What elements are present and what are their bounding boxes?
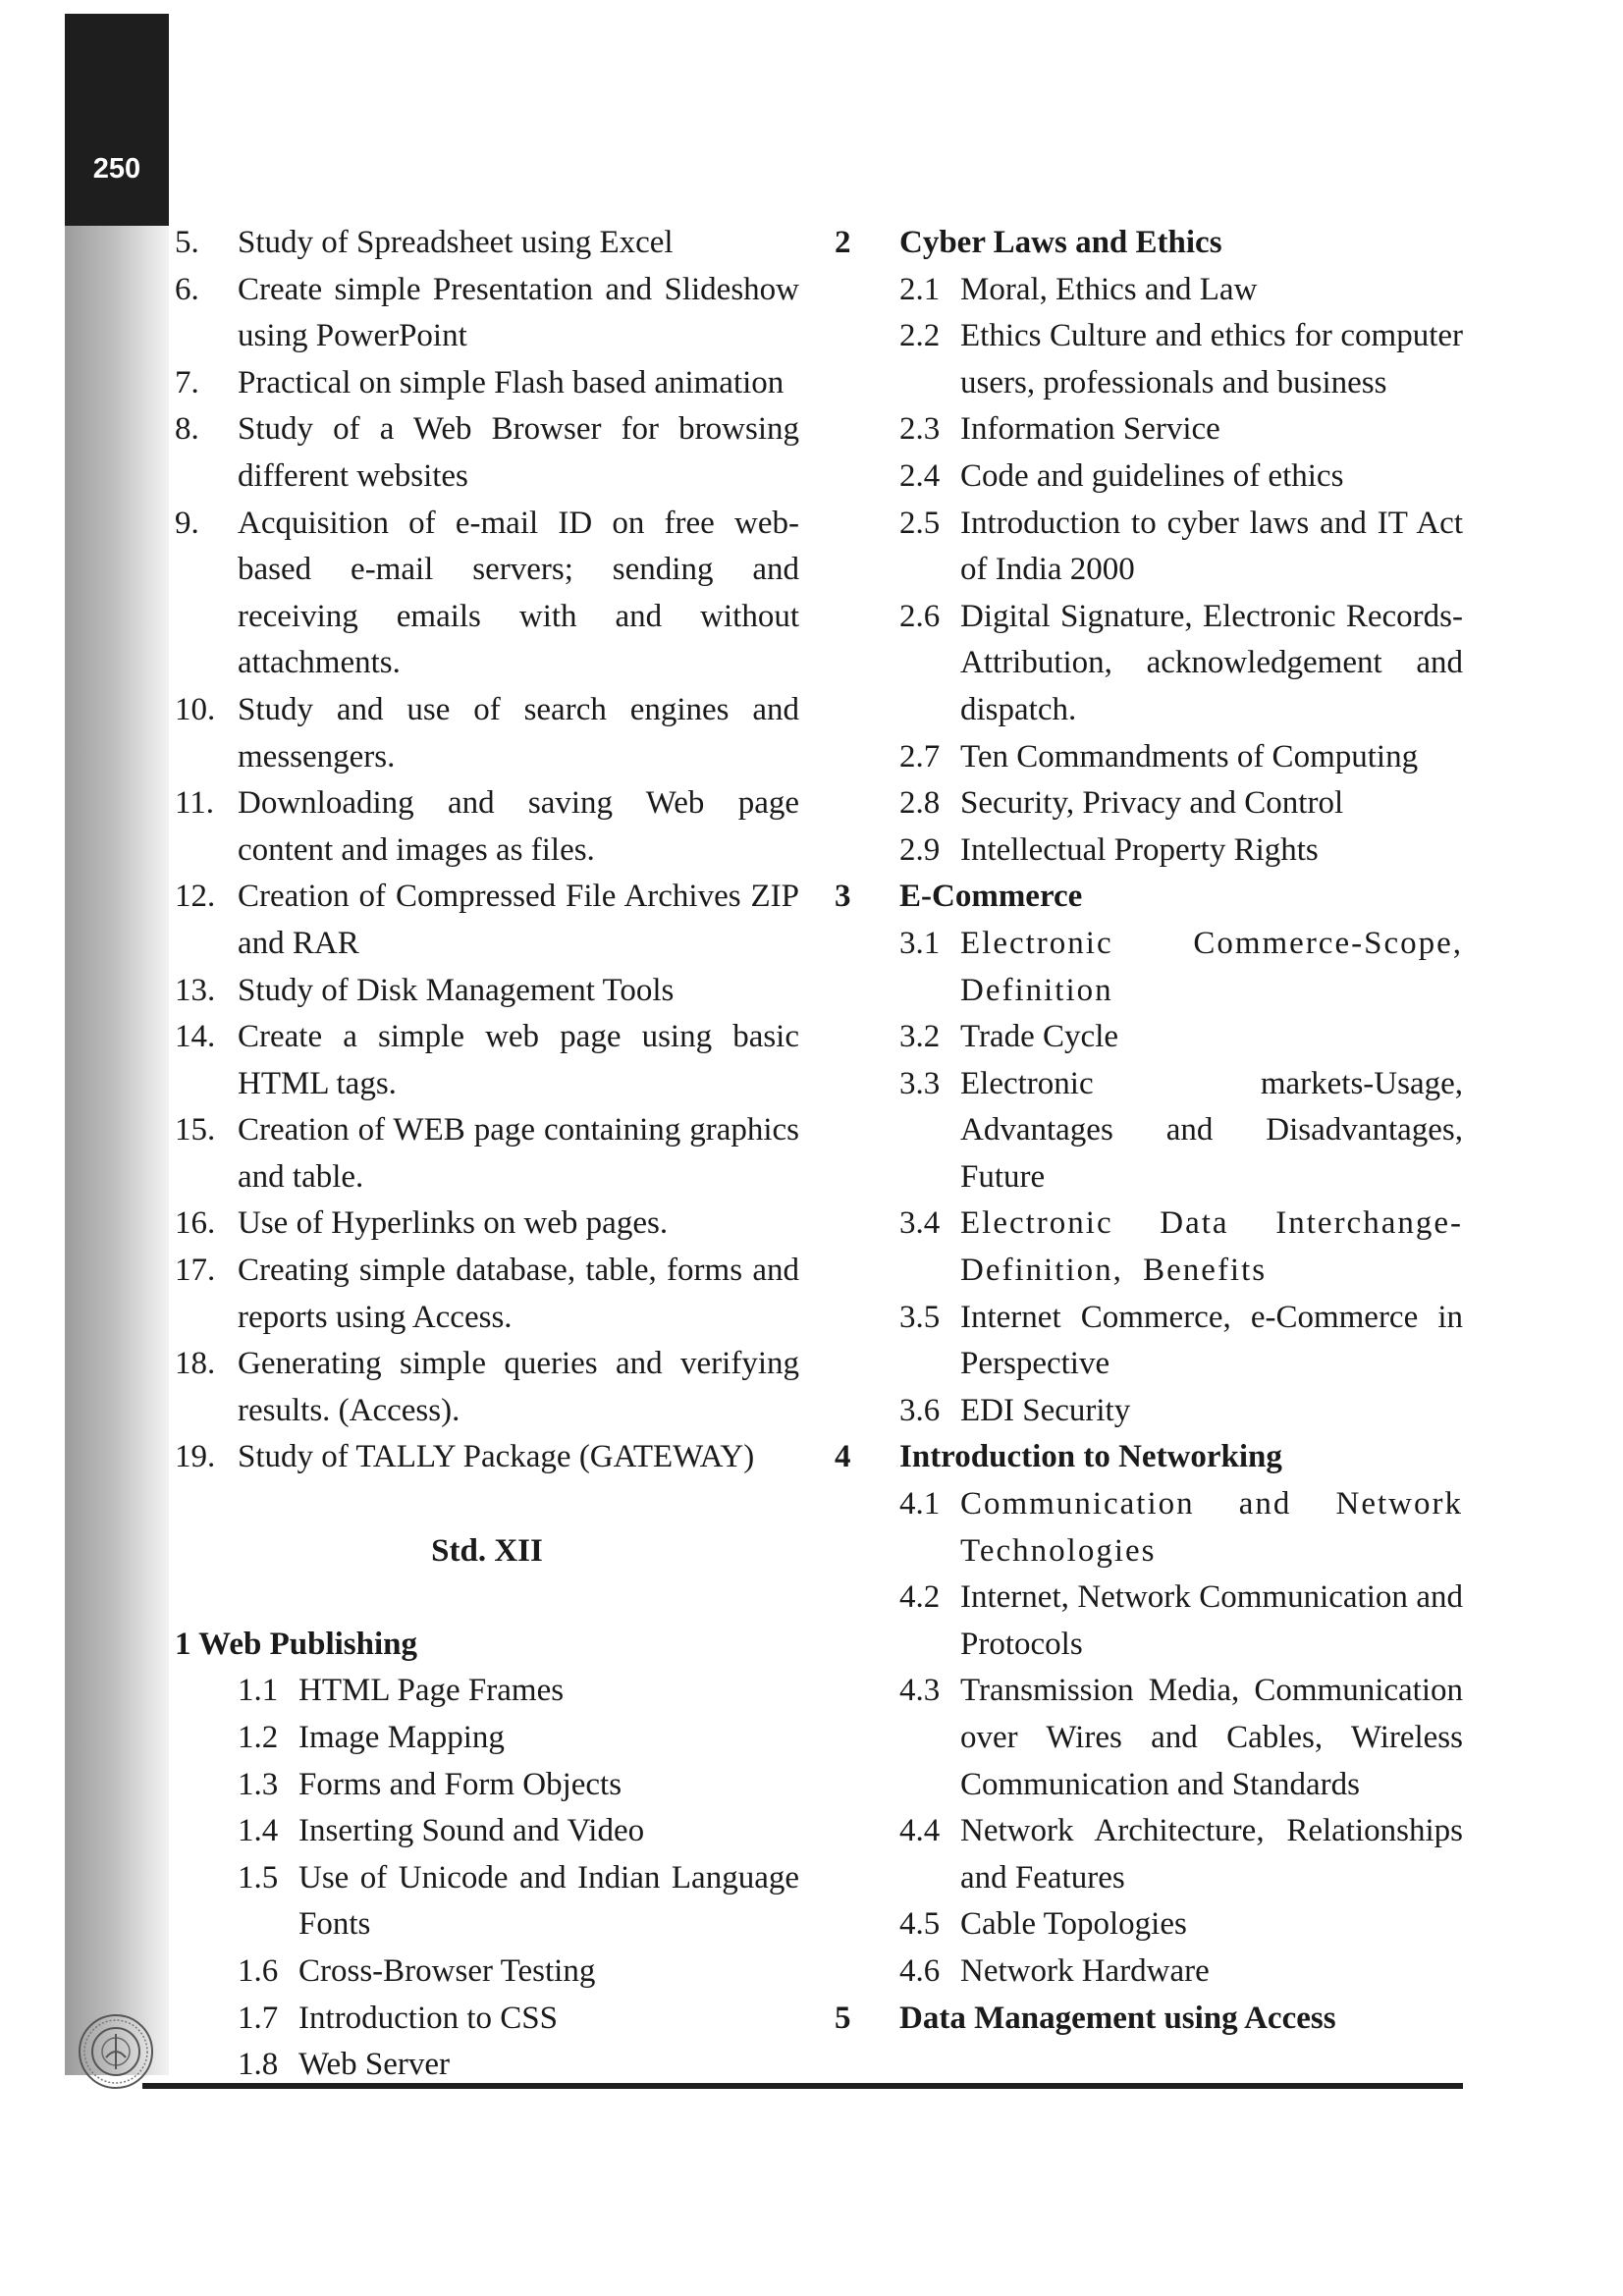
item-number: 1.8	[238, 2047, 279, 2083]
list-item	[238, 1996, 799, 2043]
item-number: 14.	[175, 1019, 216, 1055]
item-text: Image Mapping	[298, 1720, 505, 1755]
item-number: 3.1	[899, 925, 941, 961]
item-text: Trade Cycle	[960, 1019, 1119, 1055]
item-number: 3.5	[899, 1299, 941, 1335]
list-item	[835, 501, 1463, 594]
item-text: Study and use of search engines and messengers.	[238, 691, 799, 774]
item-text: Creation of Compressed File Archives ZIP and RAR	[238, 879, 799, 961]
item-number: 12.	[175, 879, 216, 915]
list-item	[835, 594, 1463, 734]
list-item	[175, 968, 799, 1015]
item-number: 19.	[175, 1439, 216, 1475]
left-column	[175, 220, 799, 2089]
item-number: 1.1	[238, 1673, 279, 1709]
item-text: Communication and Network Technologies	[960, 1486, 1463, 1569]
item-number: 4.4	[899, 1813, 941, 1849]
item-number: 2.1	[899, 271, 941, 307]
list-item	[175, 874, 799, 967]
list-item	[175, 1341, 799, 1434]
item-text: Generating simple queries and verifying results. (Access).	[238, 1346, 799, 1428]
item-text: Use of Unicode and Indian Language Fonts	[298, 1859, 799, 1943]
item-number: 3	[835, 879, 851, 915]
list-item	[835, 1388, 1463, 1435]
item-text: Transmission Media, Communication over Wires and Cables, Wireless Communication and Standards	[960, 1673, 1463, 1802]
bottom-rule	[142, 2083, 1463, 2089]
item-text: Code and guidelines of ethics	[960, 457, 1344, 494]
item-text: HTML Page Frames	[298, 1673, 565, 1709]
item-number: 1.5	[238, 1859, 279, 1896]
syllabus-sections	[835, 220, 1463, 2042]
item-text: Introduction to Networking	[899, 1439, 1282, 1475]
item-number: 8.	[175, 411, 199, 448]
item-number: 18.	[175, 1346, 216, 1382]
item-text: Information Service	[960, 411, 1220, 448]
list-item	[835, 1668, 1463, 1808]
item-number: 2.5	[899, 505, 941, 541]
list-item	[175, 267, 799, 360]
practical-list	[175, 220, 799, 1481]
list-item	[238, 1715, 799, 1762]
item-number: 4.5	[899, 1906, 941, 1943]
item-text: Create simple Presentation and Slideshow using PowerPoint	[238, 271, 799, 354]
item-text: Inserting Sound and Video	[298, 1813, 645, 1849]
item-text: Electronic markets-Usage, Advantages and Disadvantages, Future	[960, 1065, 1463, 1195]
list-item	[835, 1295, 1463, 1388]
list-item	[175, 1434, 799, 1481]
list-item	[175, 501, 799, 687]
page-number-tab	[65, 14, 169, 226]
item-number: 2.6	[899, 598, 941, 634]
list-item	[835, 1201, 1463, 1294]
page-sidebar-strip	[65, 225, 169, 2075]
item-number: 5	[835, 2000, 851, 2036]
item-text: Electronic Data Interchange-Definition, Benefits	[960, 1205, 1463, 1289]
item-number: 3.4	[899, 1205, 941, 1242]
std-heading: Std. XII	[431, 1532, 543, 1569]
web-publishing-title: 1 Web Publishing	[175, 1626, 418, 1662]
item-number: 1.3	[238, 1766, 279, 1802]
item-number: 17.	[175, 1253, 216, 1289]
item-text: Cyber Laws and Ethics	[899, 225, 1222, 260]
list-item	[835, 1949, 1463, 1996]
item-number: 1.2	[238, 1720, 279, 1755]
item-text: Ethics Culture and ethics for computer users, professionals and business	[960, 318, 1463, 400]
list-item	[835, 734, 1463, 781]
list-item	[835, 1481, 1463, 1575]
item-number: 6.	[175, 271, 199, 307]
page-number: 250	[92, 153, 141, 185]
item-text: Downloading and saving Web page content and images as files.	[238, 785, 799, 868]
item-text: Digital Signature, Electronic Records-Attribution, acknowledgement and dispatch.	[960, 598, 1463, 727]
item-number: 4.1	[899, 1486, 941, 1522]
item-number: 1.4	[238, 1813, 279, 1849]
item-number: 2.7	[899, 738, 941, 774]
item-text: EDI Security	[960, 1392, 1131, 1428]
item-text: Study of a Web Browser for browsing different websites	[238, 411, 799, 494]
item-number: 3.2	[899, 1019, 941, 1055]
list-item	[175, 1107, 799, 1201]
list-item	[835, 780, 1463, 828]
list-item	[175, 687, 799, 780]
list-item	[175, 1248, 799, 1341]
item-number: 1.7	[238, 2000, 279, 2036]
item-number: 4.2	[899, 1579, 941, 1616]
list-item	[835, 1575, 1463, 1668]
web-publishing-list	[175, 1668, 799, 2088]
item-number: 4.3	[899, 1673, 941, 1709]
section-heading	[835, 874, 1463, 921]
section-heading	[835, 1996, 1463, 2043]
item-text: Study of Spreadsheet using Excel	[238, 225, 674, 260]
right-column	[835, 220, 1463, 2042]
item-number: 11.	[175, 785, 215, 822]
list-item	[238, 2042, 799, 2089]
list-item	[835, 406, 1463, 454]
list-item	[835, 313, 1463, 406]
list-item	[175, 360, 799, 407]
item-number: 9.	[175, 505, 199, 541]
item-number: 4	[835, 1439, 851, 1475]
item-number: 5.	[175, 225, 199, 260]
list-item	[175, 220, 799, 267]
item-number: 3.6	[899, 1392, 941, 1428]
item-text: Moral, Ethics and Law	[960, 271, 1258, 307]
item-number: 16.	[175, 1205, 216, 1242]
list-item	[238, 1668, 799, 1715]
item-number: 2.9	[899, 831, 941, 868]
item-text: Network Hardware	[960, 1952, 1210, 1989]
item-number: 7.	[175, 364, 199, 400]
emblem-seal-icon	[77, 2012, 155, 2091]
item-number: 2.3	[899, 411, 941, 448]
item-text: Network Architecture, Relationships and Features	[960, 1813, 1463, 1896]
list-item	[835, 267, 1463, 314]
section-heading	[835, 1434, 1463, 1481]
list-item	[835, 1808, 1463, 1901]
item-text: Security, Privacy and Control	[960, 785, 1344, 822]
item-text: Electronic Commerce-Scope, Definition	[960, 925, 1463, 1008]
list-item	[238, 1949, 799, 1996]
item-number: 4.6	[899, 1952, 941, 1989]
item-number: 13.	[175, 972, 216, 1008]
item-number: 2.2	[899, 318, 941, 354]
item-text: Web Server	[298, 2047, 451, 2083]
item-number: 1.6	[238, 1952, 279, 1989]
item-text: Create a simple web page using basic HTML tags.	[238, 1019, 799, 1101]
list-item	[175, 406, 799, 500]
item-text: Study of TALLY Package (GATEWAY)	[238, 1439, 755, 1475]
section-heading	[835, 220, 1463, 267]
item-text: Cross-Browser Testing	[298, 1952, 596, 1989]
item-number: 2.8	[899, 785, 941, 822]
item-text: Creating simple database, table, forms and reports using Access.	[238, 1253, 799, 1335]
item-text: Acquisition of e-mail ID on free web-based e-mail servers; sending and receiving emails with and without attachments.	[238, 505, 799, 681]
item-text: Use of Hyperlinks on web pages.	[238, 1205, 669, 1242]
item-text: Creation of WEB page containing graphics and table.	[238, 1112, 799, 1195]
list-item	[175, 1014, 799, 1107]
item-text: Internet, Network Communication and Protocols	[960, 1579, 1463, 1662]
list-item	[238, 1808, 799, 1855]
item-text: Cable Topologies	[960, 1906, 1187, 1943]
list-item	[835, 1014, 1463, 1061]
list-item	[835, 828, 1463, 875]
list-item	[835, 454, 1463, 501]
item-number: 2	[835, 225, 851, 260]
item-text: Study of Disk Management Tools	[238, 972, 675, 1008]
list-item	[175, 1201, 799, 1248]
item-number: 10.	[175, 691, 216, 727]
item-text: Introduction to cyber laws and IT Act of India 2000	[960, 505, 1463, 588]
item-text: Ten Commandments of Computing	[960, 738, 1419, 774]
list-item	[175, 780, 799, 874]
item-text: Data Management using Access	[899, 2000, 1336, 2036]
item-text: Forms and Form Objects	[298, 1766, 622, 1802]
list-item	[835, 1901, 1463, 1949]
item-text: Internet Commerce, e-Commerce in Perspective	[960, 1299, 1463, 1382]
item-number: 2.4	[899, 457, 941, 494]
list-item	[835, 1061, 1463, 1201]
item-text: Intellectual Property Rights	[960, 831, 1319, 868]
item-number: 3.3	[899, 1065, 941, 1101]
item-text: E-Commerce	[899, 879, 1083, 915]
list-item	[238, 1855, 799, 1949]
list-item	[238, 1762, 799, 1809]
list-item	[835, 921, 1463, 1014]
item-text: Introduction to CSS	[298, 2000, 559, 2036]
item-text: Practical on simple Flash based animation	[238, 364, 784, 400]
item-number: 15.	[175, 1112, 216, 1148]
